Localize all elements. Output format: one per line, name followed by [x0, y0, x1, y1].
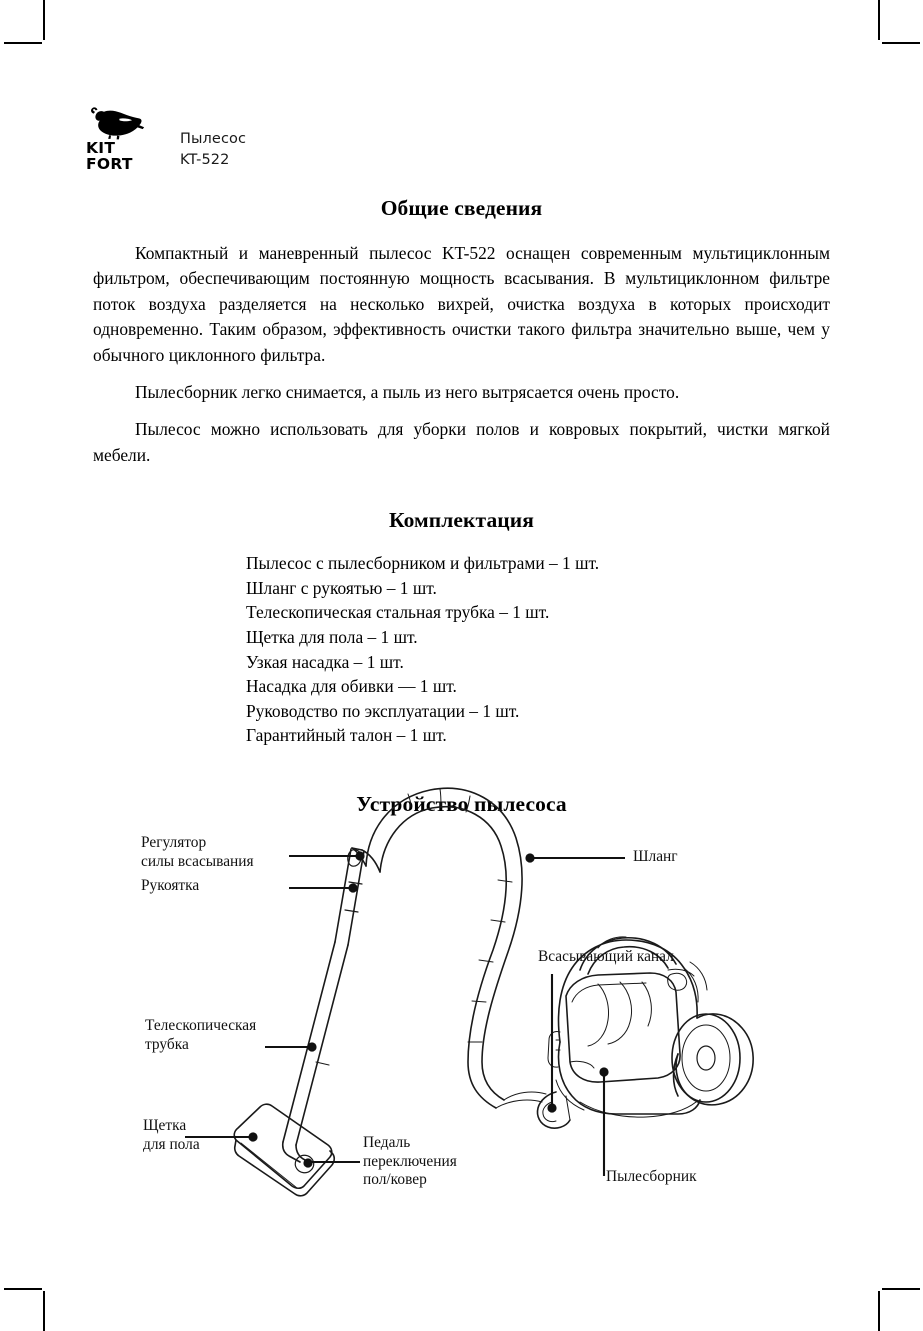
kit-list	[93, 551, 830, 748]
crop-mark-bottom-right-horizontal	[882, 1288, 920, 1290]
list-item: Пылесос с пылесборником и фильтрами – 1 шт.	[246, 553, 600, 574]
crop-mark-bottom-right-vertical	[878, 1291, 880, 1331]
label-pedal-line2: переключения	[363, 1152, 457, 1170]
list-item: Руководство по эксплуатации – 1 шт.	[246, 700, 520, 721]
label-dust-container-text: Пылесборник	[606, 1168, 697, 1185]
section-title-kit: Комплектация	[388, 508, 535, 533]
label-floor-brush	[143, 1117, 200, 1154]
crop-mark-top-right-vertical	[878, 0, 880, 40]
document-content	[93, 196, 830, 817]
brand-line-kit: KIT	[86, 139, 116, 157]
label-floor-brush-line1: Щетка	[143, 1117, 187, 1134]
label-suction-regulator-line2: силы всасывания	[141, 852, 254, 870]
label-telescopic-tube	[145, 1017, 256, 1054]
label-hose	[633, 848, 678, 867]
section-title-general: Общие сведения	[380, 196, 543, 220]
brand-logo	[86, 106, 160, 172]
section-kit	[93, 508, 830, 748]
label-floor-brush-line2: для пола	[143, 1135, 200, 1153]
list-item: Телескопическая стальная трубка – 1 шт.	[246, 602, 550, 623]
header-product-info	[180, 129, 246, 172]
paragraph-general-1: Компактный и маневренный пылесос KT-522 оснащен современным мультициклонным фильтром, обеспечивающим постоянную мощность всасывания. В мультициклонном фильтре поток воздуха разделяется на несколько вихрей, очистка воздуха в которых происходит одновременно. Таким образом, эффективность очистки такого фильтра значительно выше, чем у обычного циклонного фильтра.	[93, 243, 830, 365]
product-name: Пылесос	[180, 131, 247, 147]
brand-wordmark	[86, 140, 133, 172]
brand-line-fort: FORT	[86, 155, 133, 173]
page-header	[86, 106, 246, 172]
paragraph-general-2: Пылесборник легко снимается, а пыль из него вытрясается очень просто.	[135, 382, 680, 403]
label-hose-text: Шланг	[633, 848, 678, 865]
label-telescopic-tube-line2: трубка	[145, 1035, 189, 1053]
label-dust-container	[606, 1168, 697, 1187]
label-suction-channel	[538, 948, 674, 967]
label-pedal-line1: Педаль	[363, 1134, 411, 1151]
crop-mark-top-left-vertical	[43, 0, 45, 40]
label-suction-regulator	[141, 834, 254, 871]
vacuum-diagram-svg	[0, 762, 923, 1222]
label-suction-regulator-line1: Регулятор	[141, 834, 207, 851]
label-pedal	[363, 1134, 457, 1190]
label-suction-channel-text: Всасывающий канал	[538, 948, 674, 965]
product-model: KT-522	[180, 152, 230, 168]
list-item: Узкая насадка – 1 шт.	[246, 651, 404, 672]
label-telescopic-tube-line1: Телескопическая	[145, 1017, 257, 1034]
list-item: Гарантийный талон – 1 шт.	[246, 725, 447, 746]
label-pedal-line3: пол/ковер	[363, 1171, 427, 1189]
list-item: Шланг с рукоятью – 1 шт.	[246, 577, 437, 598]
list-item: Насадка для обивки — 1 шт.	[246, 676, 457, 697]
crop-mark-top-right-horizontal	[882, 42, 920, 44]
paragraph-general-3: Пылесос можно использовать для уборки полов и ковровых покрытий, чистки мягкой мебели.	[93, 419, 830, 465]
list-item: Щетка для пола – 1 шт.	[246, 627, 418, 648]
section-title-device: Устройство пылесоса	[356, 792, 567, 816]
label-handle-text: Рукоятка	[141, 877, 200, 894]
crop-mark-top-left-horizontal	[4, 42, 42, 44]
crop-mark-bottom-left-horizontal	[4, 1288, 42, 1290]
vacuum-diagram	[0, 762, 923, 1222]
label-handle	[141, 877, 199, 896]
crop-mark-bottom-left-vertical	[43, 1291, 45, 1331]
whale-logo-icon	[90, 106, 146, 140]
